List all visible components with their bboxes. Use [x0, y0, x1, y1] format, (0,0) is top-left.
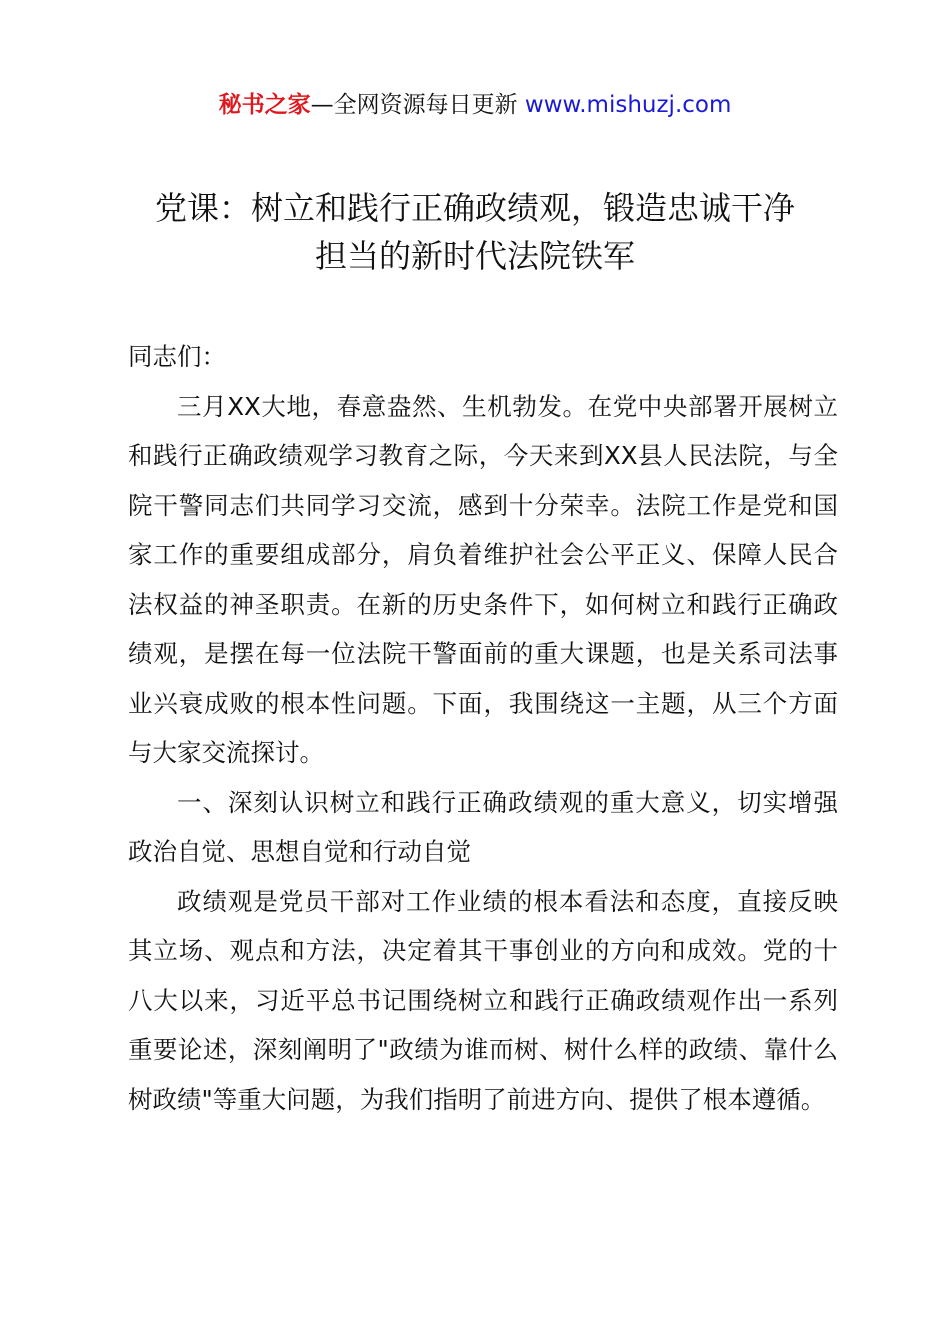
document-body: [128, 332, 838, 1124]
section-heading-1: 一、深刻认识树立和践行正确政绩观的重大意义，切实增强政治自觉、思想自觉和行动自觉: [128, 787, 838, 866]
site-url-link[interactable]: www.mishuzj.com: [524, 92, 732, 118]
brand-name: 秘书之家: [218, 92, 311, 118]
site-header: [0, 88, 950, 122]
title-line-1: 党课：树立和践行正确政绩观，锻造忠诚干净: [154, 189, 795, 227]
paragraph-intro: 三月XX大地，春意盎然、生机勃发。在党中央部署开展树立和践行正确政绩观学习教育之际，今天来到XX县人民法院，与全院干警同志们共同学习交流，感到十分荣幸。法院工作是党和国家工作的重要组成部分，肩负着维护社会公平正义、保障人民合法权益的神圣职责。在新的历史条件下，如何树立和践行正确政绩观，是摆在每一位法院干警面前的重大课题，也是关系司法事业兴衰成败的根本性问题。下面，我围绕这一主题，从三个方面与大家交流探讨。: [128, 391, 838, 767]
document-title: [100, 184, 850, 280]
title-line-2: 担当的新时代法院铁军: [314, 237, 635, 275]
salutation: 同志们：: [128, 342, 226, 371]
paragraph-section-1: 政绩观是党员干部对工作业绩的根本看法和态度，直接反映其立场、观点和方法，决定着其干事创业的方向和成效。党的十八大以来，习近平总书记围绕树立和践行正确政绩观作出一系列重要论述，深刻阐明了"政绩为谁而树、树什么样的政绩、靠什么树政绩"等重大问题，为我们指明了前进方向、提供了根本遵循。: [128, 886, 838, 1114]
header-tagline: —全网资源每日更新: [310, 92, 525, 118]
